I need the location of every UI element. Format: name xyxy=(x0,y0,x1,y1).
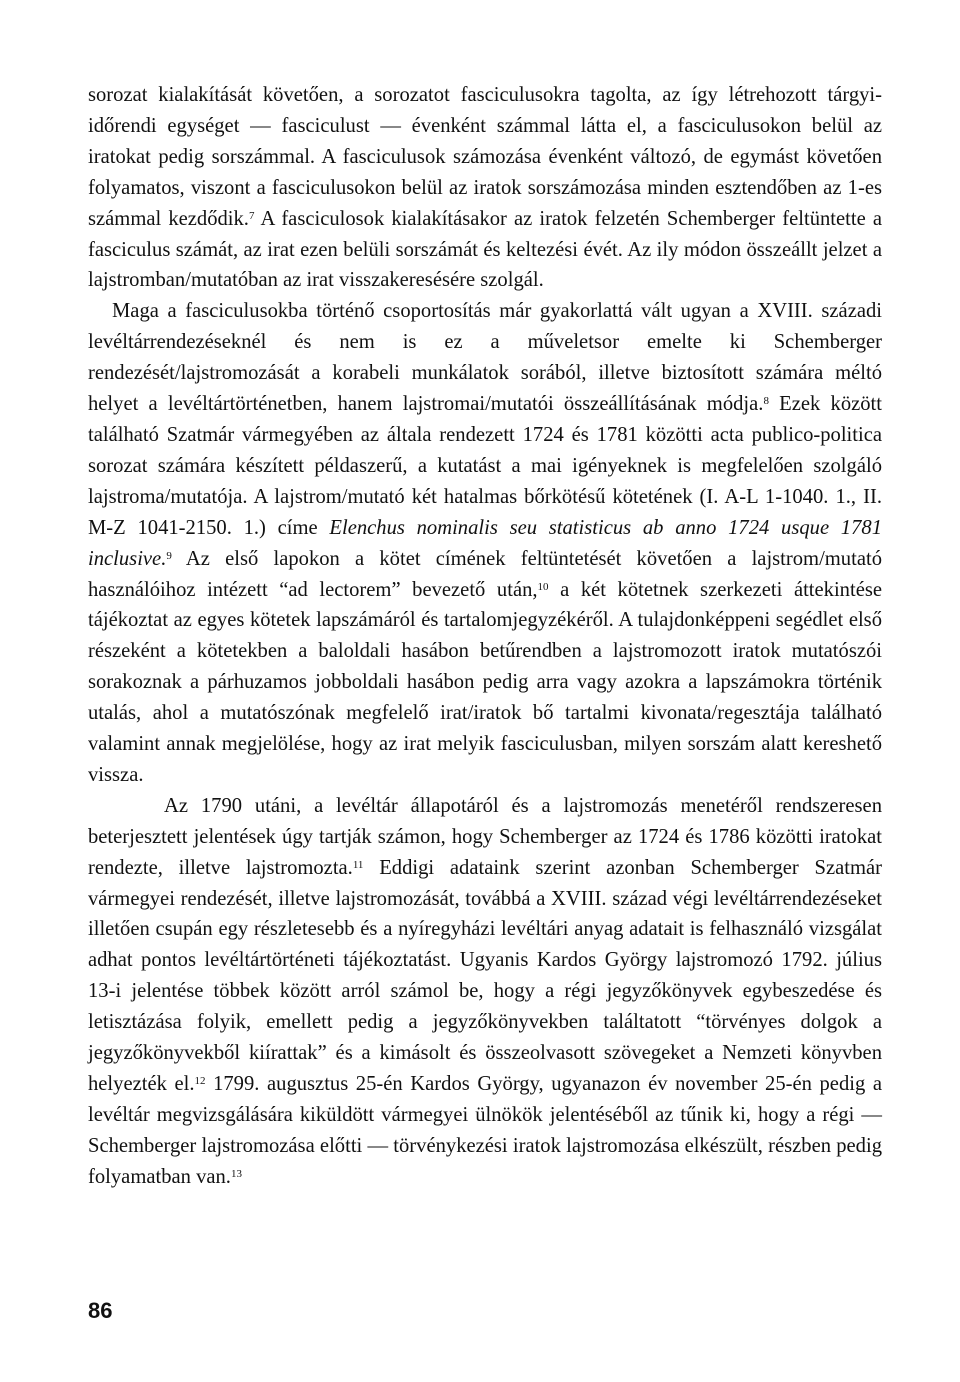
footnote-ref: 12 xyxy=(194,1075,206,1087)
footnote-ref: 8 xyxy=(763,395,769,408)
text-run: a két kötetnek szerkezeti áttekintése tájékoztat az egyes kötetek lapszámáról és tartalomjegyzékéről. A tulajdonképpeni segédlet első részeként a kötetekben a baloldali hasábon betűrendben a lajstromozott iratok mutatószói sorakoznak a párhuzamos jobboldali hasábon pedig arra vagy azokra a lapszámokra történik utalás, ahol a mutatószónak megfelelő irat/iratok bő tartalmi kivonata/regesztája található valamint annak megjelölése, hogy az irat melyik fasciculusban, milyen sorszám alatt kereshető vissza. xyxy=(88,578,882,786)
paragraph-3 xyxy=(88,791,882,1193)
text-run: 1799. augusztus 25-én Kardos György, ugyanazon év november 25-én pedig a levéltár megvizsgálására kiküldött vármegyei ülnökök jelentéséből az tűnik ki, hogy a régi — Schemberger lajstromozása előtti — törvénykezési iratok lajstromozása elkészült, részben pedig folyamatban van. xyxy=(88,1073,882,1188)
page-number: 86 xyxy=(88,1298,113,1323)
text-run: Ezek között található Szatmár vármegyében az általa rendezett 1724 és 1781 közötti acta publico-politica sorozat számára készített példaszerű, a kutatást a mai igényeknek is megfelelően szolgáló lajstroma/mutatója. A lajstrom/mutató két hatalmas bőrkötésű kötetének (I. A-L 1-1040. 1., II. M-Z 1041-2150. 1.) címe xyxy=(88,393,882,539)
text-run: A fasciculosok kialakításakor az iratok felzetén Schemberger feltüntette a fasciculus számát, az irat ezen belüli sorszámát és keltezési évét. Az ily módon összeállt jelzet a lajstromban/mutatóban az irat visszakeresésére szolgál. xyxy=(88,207,883,292)
text-run: Maga a fasciculusokba történő csoportosítás már gyakorlattá vált ugyan a XVIII. századi levéltárrendezéseknél és nem is ez a műveletsor emelte ki Schemberger rendezését/lajstromozását a korabeli munkálatok sorából, illetve biztosított számára méltó helyet a levéltártörténetben, hanem lajstromai/mutatói összeállításának módja. xyxy=(88,300,882,416)
footnote-ref: 9 xyxy=(166,549,172,562)
text-run: Eddigi adataink szerint azonban Schemberger Szatmár vármegyei rendezését, illetve lajstromozását, továbbá a XVIII. század végi levéltárrendezéseket illetően csupán egy részletesebb és a nyíregyházi levéltári anyag adatait is felhasználó vizsgálat adhat pontos levéltártörténeti tájékoztatást. Ugyanis Kardos György lajstromozó 1792. július 13-i jelentése többek között arról számol be, hogy a régi jegyzőkönyvek egybeszedése és letisztázása folyik, emellett pedig a jegyzőkönyvekben találtatott “törvényes dolgok a jegyzőkönyvekből kiírattak” és a kimásolt és összeolvasott szövegeket a Nemzeti könyvben helyezték el. xyxy=(88,856,882,1095)
italic-title: Elenchus nominalis seu statisticus ab anno 1724 usque 1781 inclusive. xyxy=(88,516,882,570)
paragraph-1 xyxy=(88,80,882,296)
text-run: sorozat kialakítását követően, a sorozatot fasciculusokra tagolta, az így létrehozott tárgyi-időrendi egységet — fasciculust — évenként számmal látta el, a fasciculusokon belül az iratokat pedig sorszámmal. A fasciculusok számozása évenként változó, de egymást követően folyamatos, viszont a fasciculusokon belül az iratok sorszámozása minden esztendőben az 1-es számmal kezdődik. xyxy=(88,84,882,230)
text-run: Az első lapokon a kötet címének feltüntetését követően a lajstrom/mutató használóihoz intézett “ad lectorem” bevezető után, xyxy=(88,547,882,601)
footnote-ref: 10 xyxy=(537,580,549,593)
document-body xyxy=(88,80,882,1193)
footnote-ref: 7 xyxy=(248,209,255,222)
footnote-ref: 13 xyxy=(230,1167,242,1180)
text-run: Az 1790 utáni, a levéltár állapotáról és a lajstromozás menetéről rendszeresen beterjesztett jelentések úgy tartják számon, hogy Schemberger az 1724 és 1786 közötti iratokat rendezte, illetve lajstromozta. xyxy=(88,794,882,879)
paragraph-2 xyxy=(88,296,882,791)
footnote-ref: 11 xyxy=(352,858,364,871)
